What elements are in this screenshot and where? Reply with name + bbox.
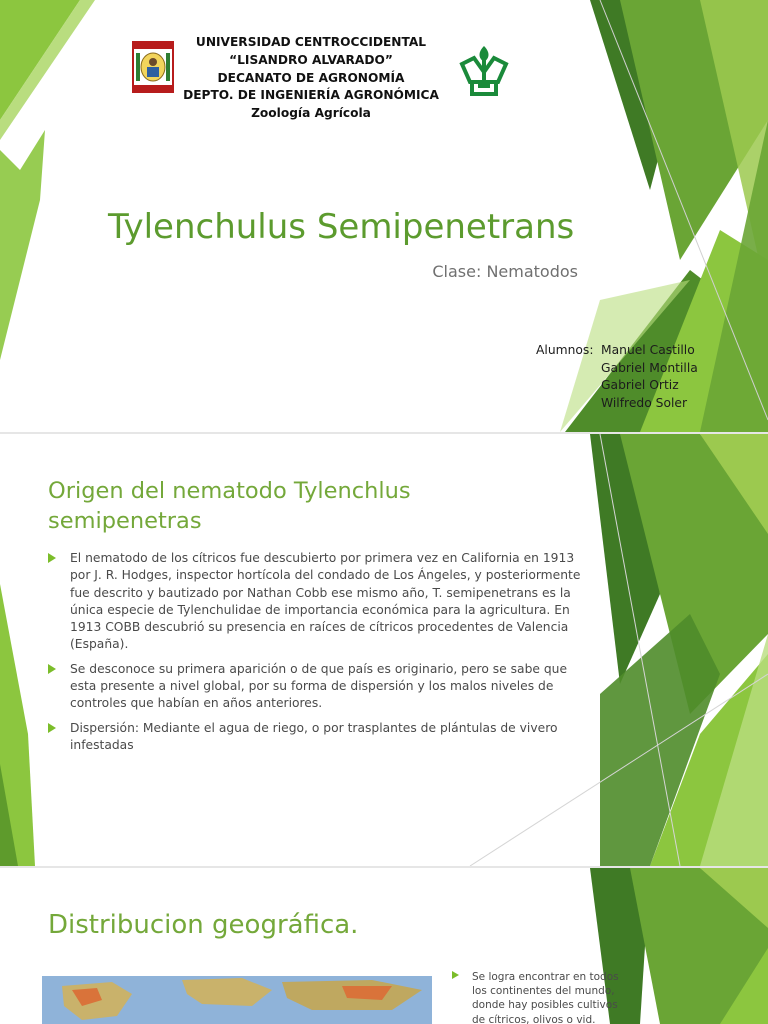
title-slide <box>0 0 768 432</box>
list-item <box>48 661 583 713</box>
list-item <box>48 550 583 654</box>
student-name: Manuel Castillo <box>601 343 695 357</box>
students-block <box>536 342 698 410</box>
student-name: Gabriel Ortiz <box>601 378 679 393</box>
bullet-text: Dispersión: Mediante el agua de riego, o por trasplantes de plántulas de vivero infestadas <box>70 720 558 752</box>
institution-header <box>170 34 452 123</box>
distribution-slide <box>0 868 768 1024</box>
presentation-subtitle: Clase: Nematodos <box>432 262 578 281</box>
university-crest-icon <box>132 41 174 93</box>
origin-slide <box>0 434 768 866</box>
triangle-arrow-icon <box>48 723 56 733</box>
institution-line: UNIVERSIDAD CENTROCCIDENTAL <box>195 35 427 49</box>
bullet-list <box>48 550 583 761</box>
triangle-arrow-icon <box>452 971 459 979</box>
institution-line: DECANATO DE AGRONOMÍA <box>217 70 405 85</box>
list-item <box>48 720 583 755</box>
student-name: Wilfredo Soler <box>601 395 688 410</box>
student-name: Gabriel Montilla <box>601 360 698 375</box>
bullet-text: El nematodo de los cítricos fue descubierto por primera vez en California en 1913 por J. R. Hodges, inspector hortícola del condado de Los Ángeles, y posteriormente fue descrito y bautizado por Nathan Cobb ese mismo año, T. semipenetrans es la única especie de Tylenchulidae de importancia económica para la agricultura. En 1913 COBB descubrió su presencia en raíces de cítricos procedentes de Valencia (España). <box>70 551 581 652</box>
slide-heading: Origen del nematodo Tylenchlus semipenetras <box>48 478 411 534</box>
institution-line: DEPTO. DE INGENIERÍA AGRONÓMICA <box>183 88 439 103</box>
students-label: Alumnos: <box>536 343 594 357</box>
triangle-arrow-icon <box>48 553 56 563</box>
bullet-text: Se desconoce su primera aparición o de que país es originario, pero se sabe que esta presente a nivel global, por su forma de dispersión y los malos niveles de controles que habían en años anteriores. <box>70 661 568 711</box>
world-map-image <box>42 976 432 1024</box>
presentation-title: Tylenchulus Semipenetrans <box>108 207 575 247</box>
triangle-arrow-icon <box>48 664 56 674</box>
students-list <box>601 342 698 412</box>
slide-heading: Distribucion geográfica. <box>48 910 359 940</box>
agronomy-emblem-icon <box>458 42 510 96</box>
list-item <box>452 970 627 1024</box>
course-name: Zoología Agrícola <box>251 106 371 121</box>
bullet-text: Se logra encontrar en todos los continentes del mundo, donde hay posibles cultivos de cítricos, olivos o vid. <box>472 971 619 1024</box>
institution-line: “LISANDRO ALVARADO” <box>229 52 393 67</box>
